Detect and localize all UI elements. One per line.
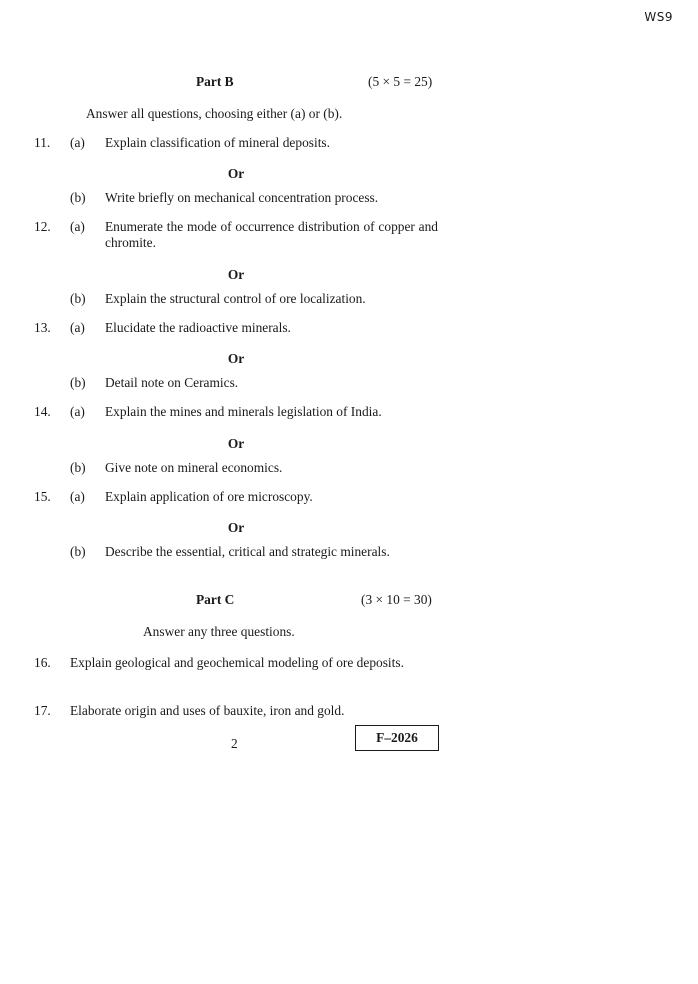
question-number: 15. <box>34 489 51 504</box>
option-label: (b) <box>70 190 86 205</box>
option-text: Give note on mineral economics. <box>105 460 283 475</box>
question-number: 13. <box>34 320 51 335</box>
part-b-marks: (5 × 5 = 25) <box>368 74 433 89</box>
option-label: (a) <box>70 320 85 335</box>
option-text: Describe the essential, critical and strategic minerals. <box>105 544 390 559</box>
question-number: 12. <box>34 219 51 234</box>
part-c-marks: (3 × 10 = 30) <box>361 592 432 607</box>
or-separator: Or <box>227 351 245 366</box>
question-text: Elaborate origin and uses of bauxite, iron and gold. <box>70 703 345 718</box>
option-text: Elucidate the radioactive minerals. <box>105 320 291 335</box>
question-number: 11. <box>34 135 51 150</box>
question-number: 14. <box>34 404 51 419</box>
part-b-title: Part B <box>196 74 234 89</box>
or-separator: Or <box>227 166 245 181</box>
or-separator: Or <box>227 520 245 535</box>
or-separator: Or <box>227 436 245 451</box>
question-number: 16. <box>34 655 51 670</box>
option-label: (b) <box>70 291 86 306</box>
paper-code-box: F–2026 <box>355 725 439 751</box>
option-text: Enumerate the mode of occurrence distribution of copper and chromite. <box>105 219 438 250</box>
option-label: (b) <box>70 544 86 559</box>
option-text: Explain the structural control of ore localization. <box>105 291 366 306</box>
option-text: Explain application of ore microscopy. <box>105 489 313 504</box>
or-separator: Or <box>227 267 245 282</box>
option-label: (a) <box>70 404 85 419</box>
handwritten-code: WS9 <box>644 10 673 24</box>
option-text: Write briefly on mechanical concentration process. <box>105 190 379 205</box>
part-c-title: Part C <box>196 592 235 607</box>
option-label: (b) <box>70 460 86 475</box>
part-c-instruction: Answer any three questions. <box>143 624 295 639</box>
question-text: Explain geological and geochemical modeling of ore deposits. <box>70 655 404 670</box>
option-label: (b) <box>70 375 86 390</box>
option-label: (a) <box>70 135 85 150</box>
option-text: Explain the mines and minerals legislation of India. <box>105 404 382 419</box>
option-text: Detail note on Ceramics. <box>105 375 239 390</box>
question-number: 17. <box>34 703 51 718</box>
part-b-instruction: Answer all questions, choosing either (a) or (b). <box>86 106 343 121</box>
option-label: (a) <box>70 219 85 234</box>
option-label: (a) <box>70 489 85 504</box>
page-number: 2 <box>231 736 238 751</box>
option-text: Explain classification of mineral deposits. <box>105 135 330 150</box>
